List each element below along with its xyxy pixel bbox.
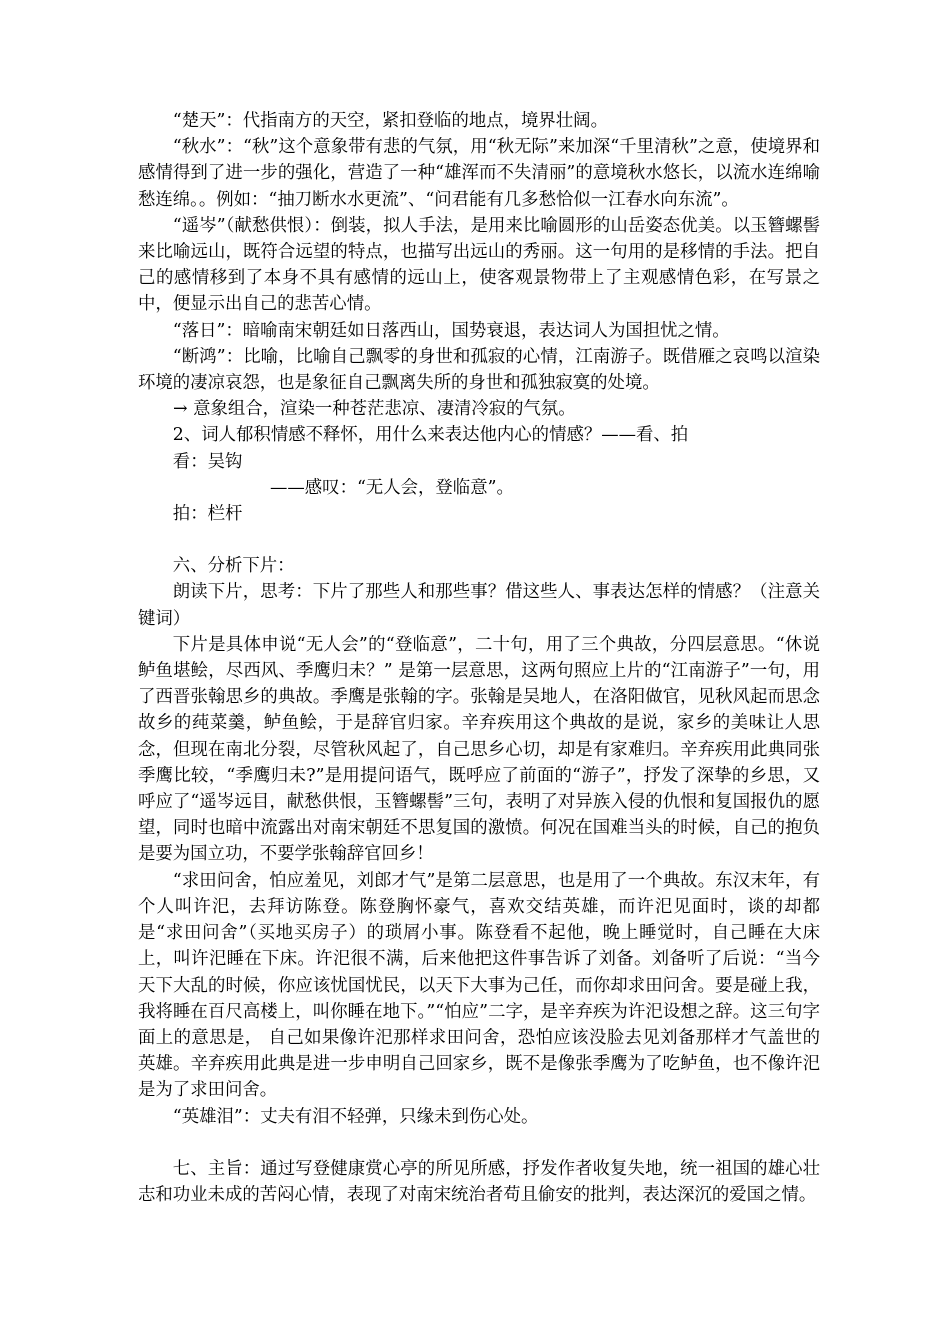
section-6-heading: 六、分析下片： bbox=[172, 556, 295, 577]
paragraph-yaocen: “遥岑”（献愁供恨）：倒装，拟人手法，是用来比喻圆形的山岳姿态优美。以玉簪螺髻来比喻远山，既符合远望的特点，也描写出远山的秀丽。这一句用的是移情的手法。把自己的感情移到了本身不具有感情的远山上，使客观景物带上了主观感情色彩，在写景之中，便显示出自己的悲苦心情。 bbox=[138, 215, 820, 315]
document-page bbox=[138, 108, 820, 1208]
paragraph-yingxionglei: “英雄泪”：丈夫有泪不轻弹，只缘未到伤心处。 bbox=[172, 1106, 539, 1127]
sigh-line: ——感叹：“无人会，登临意”。 bbox=[270, 477, 514, 498]
paragraph-chutian: “楚天”：代指南方的天空，紧扣登临的地点，境界壮阔。 bbox=[172, 111, 608, 131]
paragraph-imagery-summary: → 意象组合，渲染一种苍茫悲凉、凄清冷寂的气氛。 bbox=[173, 399, 576, 420]
pat-line: 拍：栏杆 bbox=[172, 504, 243, 525]
look-line: 看：吴钩 bbox=[172, 451, 243, 472]
section-6-paragraph-1: 下片是具体申说“无人会”的“登临意”，二十句，用了三个典故，分四层意思。“休说鲈鱼堪鲙，尽西风、季鹰归未？” 是第一层意思，这两句照应上片的“江南游子”一句，用了西晋张翰思乡的典故。季鹰是张翰的字。张翰是吴地人，在洛阳做官，见秋风起而思念故乡的莼菜羹，鲈鱼鲙，于是辞官归家。辛弃疾用这个典故的是说，家乡的美味让人思念，但现在南北分裂，尽管秋风起了，自己思乡心切，却是有家难归。辛弃疾用此典同张季鹰比较，“季鹰归未?”是用提问语气，既呼应了前面的“游子”，抒发了深挚的乡思，又呼应了“遥岑远目，献愁供恨，玉簪螺髻”三句，表明了对异族入侵的仇恨和复国报仇的愿望，同时也暗中流露出对南宋朝廷不思复国的激愤。何况在国难当头的时候，自己的抱负是要为国立功，不要学张翰辞官回乡！ bbox=[138, 634, 820, 865]
question-2: 2、词人郁积情感不释怀，用什么来表达他内心的情感？——看、拍 bbox=[172, 425, 689, 446]
spacer bbox=[138, 527, 820, 553]
spacer bbox=[138, 1130, 820, 1156]
paragraph-luori: “落日”：暗喻南宋朝廷如日落西山，国势衰退，表达词人为国担忧之情。 bbox=[172, 320, 730, 341]
paragraph-duanhong: “断鸿”：比喻，比喻自己飘零的身世和孤寂的心情，江南游子。既借雁之哀鸣以渲染环境的凄凉哀怨，也是象征自己飘离失所的身世和孤独寂寞的处境。 bbox=[138, 346, 820, 394]
section-6-paragraph-2: “求田问舍，怕应羞见，刘郎才气”是第二层意思，也是用了一个典故。东汉末年，有个人叫许汜，去拜访陈登。陈登胸怀豪气，喜欢交结英雄，而许汜见面时，谈的却都是“求田问舍”（买地买房子）的琐屑小事。陈登看不起他，晚上睡觉时，自己睡在大床上，叫许汜睡在下床。许汜很不满，后来他把这件事告诉了刘备。刘备听了后说：“当今天下大乱的时候，你应该忧国忧民，以天下大事为己任，而你却求田问舍。要是碰上我，我将睡在百尺高楼上，叫你睡在地下。”“怕应”二字，是辛弃疾为许汜设想之辞。这三句字面上的意思是， 自己如果像许汜那样求田问舍，恐怕应该没脸去见刘备那样才气盖世的英雄。辛弃疾用此典是进一步申明自己回家乡，既不是像张季鹰为了吃鲈鱼，也不像许汜是为了求田问舍。 bbox=[138, 870, 820, 1101]
section-6-question: 朗读下片，思考：下片了那些人和那些事？借这些人、事表达怎样的情感？（注意关键词） bbox=[138, 582, 820, 629]
section-7-theme: 七、主旨：通过写登健康赏心亭的所见所感，抒发作者收复失地，统一祖国的雄心壮志和功业未成的苦闷心情，表现了对南宋统治者苟且偷安的批判，表达深沉的爱国之情。 bbox=[138, 1158, 820, 1205]
paragraph-qiushui: “秋水”：“秋”这个意象带有悲的气氛，用“秋无际”来加深“千里清秋”之意，使境界和感情得到了进一步的强化，营造了一种“雄浑而不失清丽”的意境秋水悠长，以流水连绵喻愁连绵。。例如：“抽刀断水水更流”、“问君能有几多愁恰似一江春水向东流”。 bbox=[138, 137, 820, 210]
